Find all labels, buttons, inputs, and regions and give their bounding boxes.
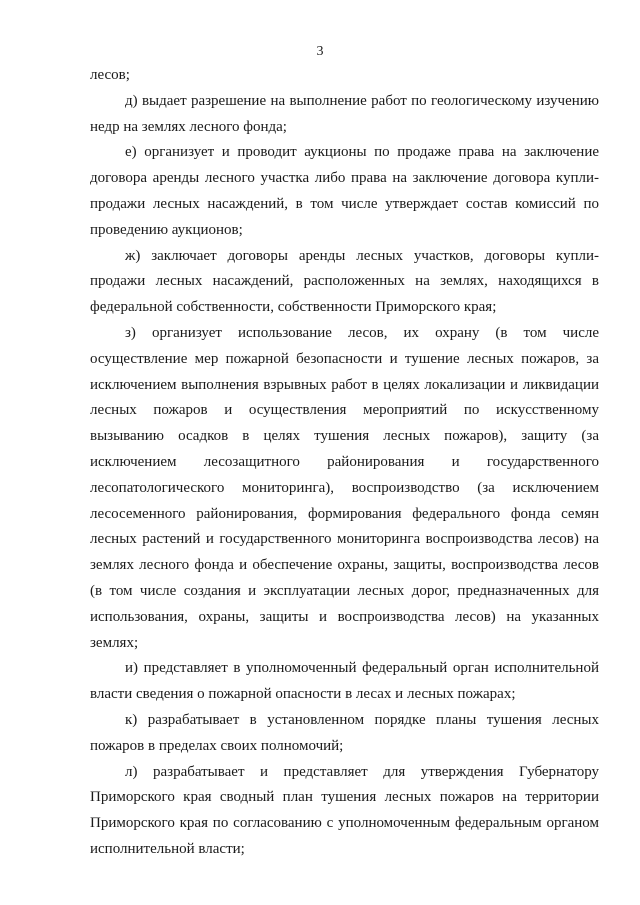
paragraph-item-z: з) организует использование лесов, их охрану (в том числе осуществление мер пожарной безопасности и тушение лесных пожаров, за исключением выполнения взрывных работ в целях локализации и ликвидации лесных пожаров и осуществления мероприятий по искусственному вызыванию осадков в целях тушения лесных пожаров), защиту (за исключением лесозащитного районирования и государственного лесопатологического мониторинга), воспроизводство (за исключением лесосеменного районирования, формирования федерального фонда семян лесных растений и государственного мониторинга воспроизводства лесов) на землях лесного фонда и обеспечение охраны, защиты, воспроизводства лесов (в том числе создания и эксплуатации лесных дорог, предназначенных для использования, охраны, защиты и воспроизводства лесов) на указанных землях; [90,324,599,651]
page-number: 3 [316,44,324,59]
paragraph-continuation: лесов; [90,67,130,83]
paragraph-item-zh: ж) заключает договоры аренды лесных участков, договоры купли-продажи лесных насаждений, расположенных на землях, находящихся в федеральной собственности, собственности Приморского края; [90,247,599,316]
paragraph-item-k: к) разрабатывает в установленном порядке планы тушения лесных пожаров в пределах своих полномочий; [90,711,599,754]
document-body [90,63,599,863]
paragraph-item-i: и) представляет в уполномоченный федеральный орган исполнительной власти сведения о пожарной опасности в лесах и лесных пожарах; [90,660,599,703]
paragraph-item-d: д) выдает разрешение на выполнение работ по геологическому изучению недр на землях лесного фонда; [90,92,599,135]
paragraph-item-l: л) разрабатывает и представляет для утверждения Губернатору Приморского края сводный план тушения лесных пожаров на территории Приморского края по согласованию с уполномоченным федеральным органом исполнительной власти; [90,763,599,857]
paragraph-item-e: е) организует и проводит аукционы по продаже права на заключение договора аренды лесного участка либо права на заключение договора купли-продажи лесных насаждений, в том числе утверждает состав комиссий по проведению аукционов; [90,144,599,238]
